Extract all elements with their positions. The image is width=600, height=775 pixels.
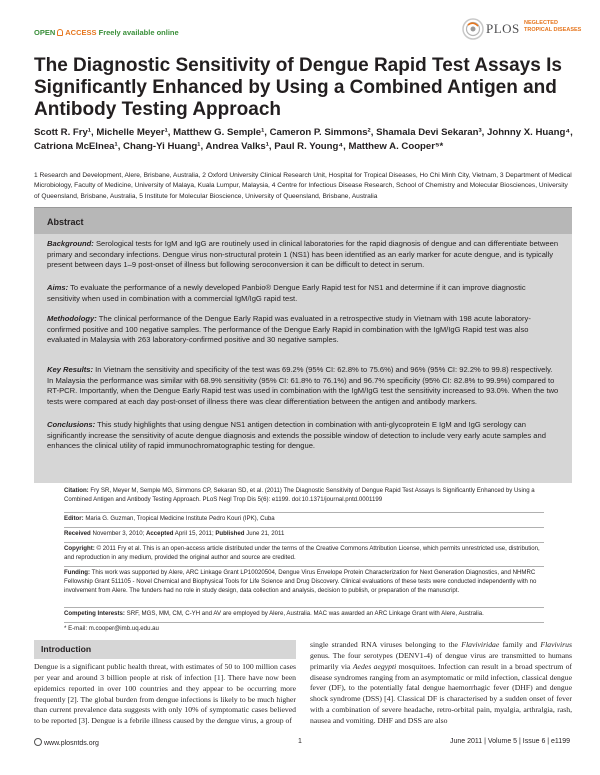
conclusions-label: Conclusions:	[47, 420, 96, 429]
published-date: June 21, 2011	[246, 530, 285, 537]
open-label: OPEN	[34, 28, 56, 37]
divider	[64, 566, 544, 567]
abstract-methodology	[47, 314, 559, 346]
results-label: Key Results:	[47, 365, 94, 374]
accepted-label: Accepted	[146, 530, 174, 537]
received-date: November 3, 2010;	[92, 530, 145, 537]
divider	[64, 622, 544, 623]
divider	[64, 542, 544, 543]
citation	[64, 487, 544, 505]
col2-text: mosquitoes. Infection can result in a broad spectrum of disease syndromes ranging from an asymptomatic or mild infection, classical dengue fever (DF), to the potentially fatal dengue haemorrhagic fever (DHF) and dengue shock syndrome (DSS) [4]. Classical DF is characterised by a sudden onset of fever with a combination of severe headache, retro-orbital pain, myalgia, arthralgia, rash, nausea and vomiting. DHF and DSS are also	[310, 661, 572, 725]
results-text: In Vietnam the sensitivity and specificity of the test was 69.2% (95% CI: 62.8% to 75.6%) and 96% (95% CI: 92.2% to 99.8) respectively. In Malaysia the performance was similar with 68.9% sensitivity (95% CI: 61.8% to 76.1%) and 96.7% specificity (95% CI: 82.8% to 99.9%) compared to RT-PCR. Importantly, when the Dengue Early Rapid test was used in combination with the IgM/IgG test the sensitivity increased to 93.0%. When the two tests were compared at each day post-onset of illness there was clear differentiation between the antigen and antibody markers.	[47, 365, 559, 406]
conclusions-text: This study highlights that using dengue NS1 antigen detection in combination with anti-glycoprotein E IgM and IgG serology can significantly increase the sensitivity of acute dengue diagnosis and extends the possible window of detection to include very early acute samples and enhances the clinical utility of rapid immunochromatographic testing for dengue.	[47, 420, 546, 451]
competing-label: Competing Interests:	[64, 610, 125, 617]
competing-interests	[64, 610, 544, 619]
funding	[64, 569, 544, 596]
col2-italic: Flavivirus	[540, 640, 572, 649]
copyright-label: Copyright:	[64, 545, 95, 552]
affiliations: 1 Research and Development, Alere, Brisbane, Australia, 2 Oxford University Clinical Research Unit, Hospital for Tropical Diseases, Ho Chi Minh City, Vietnam, 3 Department of Medical Microbiology, Faculty of Medicine, University of Malaya, Kuala Lumpur, Malaysia, 4 Centre for Infectious Disease Research, School of Chemistry and Molecular Biosciences, University of Queensland, Brisbane, Australia, 5 Institute for Molecular Bioscience, University of Queensland, Brisbane, Australia	[34, 172, 572, 200]
dates	[64, 530, 544, 539]
aims-label: Aims:	[47, 283, 69, 292]
abstract-heading: Abstract	[47, 217, 84, 227]
funding-text: This work was supported by Alere, ARC Linkage Grant LP10020504, Dengue Virus Envelope Protein Characterization for Next Generation Diagnostics, and NHMRC Fellowship Grant 511105 - Novel Chemical and Biophysical Tools for Life Science and Drug Discovery. Clinical evaluations of these tests were conducted independently with no involvement from Alere. The funders had no role in study design, data collection and analysis, decision to publish, or preparation of the manuscript.	[64, 569, 537, 594]
citation-text: Fry SR, Meyer M, Semple MG, Simmons CP, Sekaran SD, et al. (2011) The Diagnostic Sensitivity of Dengue Rapid Test Assays Is Significantly Enhanced by Using a Combined Antigen and Antibody Testing Approach. PLoS Negl Trop Dis 5(6): e1199. doi:10.1371/journal.pntd.0001199	[64, 487, 535, 503]
published-label: Published	[215, 530, 245, 537]
journal-name-line2: TROPICAL DISEASES	[524, 27, 582, 33]
col2-text: single stranded RNA viruses belonging to the	[310, 640, 462, 649]
journal-logo	[462, 16, 582, 40]
footer-url[interactable]	[34, 738, 99, 747]
abstract-aims	[47, 283, 559, 304]
abstract-header	[34, 208, 572, 234]
aims-text: To evaluate the performance of a newly developed Panbio® Dengue Early Rapid test for NS1 and determine if it can improve diagnostic sensitivity when used in combination with a commercial IgM/IgG rapid test.	[47, 283, 526, 303]
copyright-text: © 2011 Fry et al. This is an open-access article distributed under the terms of the Creative Commons Attribution License, which permits unrestricted use, distribution, and reproduction in any medium, provided the original author and source are credited.	[64, 545, 540, 561]
col2-italic: Flaviviridae	[461, 640, 500, 649]
introduction-heading: Introduction	[41, 644, 92, 654]
col2-italic: Aedes aegypti	[352, 661, 397, 671]
access-label: ACCESS	[65, 28, 97, 37]
background-text: Serological tests for IgM and IgG are routinely used in clinical laboratories for the rapid diagnosis of dengue and can differentiate between primary and secondary infections. Dengue virus non-structural protein 1 (NS1) has been identified as an early marker for acute dengue, and is typically present between days 1–9 post-onset of illness but following seroconversion it can be difficult to detect in serum.	[47, 239, 559, 270]
accepted-date: April 15, 2011;	[174, 530, 214, 537]
page-number: 1	[298, 738, 302, 745]
background-label: Background:	[47, 239, 94, 248]
divider	[64, 512, 544, 513]
plos-logo-icon	[462, 18, 484, 40]
email: * E-mail: m.cooper@imb.uq.edu.au	[64, 625, 159, 632]
freely-available-label: Freely available online	[98, 28, 179, 37]
methodology-label: Methodology:	[47, 314, 97, 323]
editor-label: Editor:	[64, 515, 84, 522]
body-column-1: Dengue is a significant public health threat, with estimates of 50 to 100 million cases per year and around 3 billion people at risk of infection [1]. There have now been epidemics reported in over 100 countries and they appear to be occurring more frequently [2]. The global burden from dengue infections is likely to be much higher than current prevalence data suggests with only 10% of symptomatic cases believed to be reported [3]. Dengue is a febrile illness caused by the dengue virus, a group of	[34, 662, 296, 726]
col2-text: genus. The four serotypes (DENV1-4) of dengue virus are transmitted to humans primarily via	[310, 650, 572, 671]
article-title: The Diagnostic Sensitivity of Dengue Rapid Test Assays Is Significantly Enhanced by Using a Combined Antigen and Antibody Testing Approach	[34, 55, 562, 120]
abstract-background	[47, 239, 559, 271]
journal-name	[524, 20, 581, 34]
introduction-heading-bar	[34, 640, 296, 659]
open-access-lock-icon	[57, 29, 63, 36]
body-column-2	[310, 640, 572, 732]
plos-wordmark: PLOS	[486, 21, 520, 36]
open-access-banner	[34, 28, 179, 37]
funding-label: Funding:	[64, 569, 91, 576]
footer-issue: June 2011 | Volume 5 | Issue 6 | e1199	[449, 738, 570, 745]
divider	[64, 607, 544, 608]
abstract-conclusions	[47, 420, 559, 452]
copyright	[64, 545, 544, 563]
abstract-results	[47, 365, 559, 407]
col2-text: family and	[499, 640, 541, 649]
editor	[64, 515, 544, 524]
received-label: Received	[64, 530, 91, 537]
citation-label: Citation:	[64, 487, 89, 494]
footer-url-text: www.plosntds.org	[44, 740, 99, 747]
competing-text: SRF, MGS, MM, CM, C-YH and AV are employed by Alere, Australia. MAC was awarded an ARC Linkage Grant with Alere, Australia.	[126, 610, 484, 617]
journal-name-line1: NEGLECTED	[524, 20, 558, 26]
author-list: Scott R. Fry¹, Michelle Meyer¹, Matthew G. Semple¹, Cameron P. Simmons², Shamala Devi Sekaran³, Johnny X. Huang⁴, Catriona McElnea¹, Chang-Yi Huang¹, Andrea Valks¹, Paul R. Young⁴, Matthew A. Cooper⁵*	[34, 127, 573, 152]
abstract-box	[34, 207, 572, 483]
globe-icon	[34, 738, 42, 746]
methodology-text: The clinical performance of the Dengue Early Rapid was evaluated in a retrospective study in Vietnam with 198 acute laboratory-confirmed positive and 100 negative samples. The performance of the Dengue Early Rapid in combination with the IgM/IgG Rapid test was also evaluated in Malaysia with 263 laboratory-confirmed positive and 30 negative samples.	[47, 314, 531, 345]
editor-text: Maria G. Guzman, Tropical Medicine Institute Pedro Kouri (IPK), Cuba	[85, 515, 275, 522]
divider	[64, 527, 544, 528]
